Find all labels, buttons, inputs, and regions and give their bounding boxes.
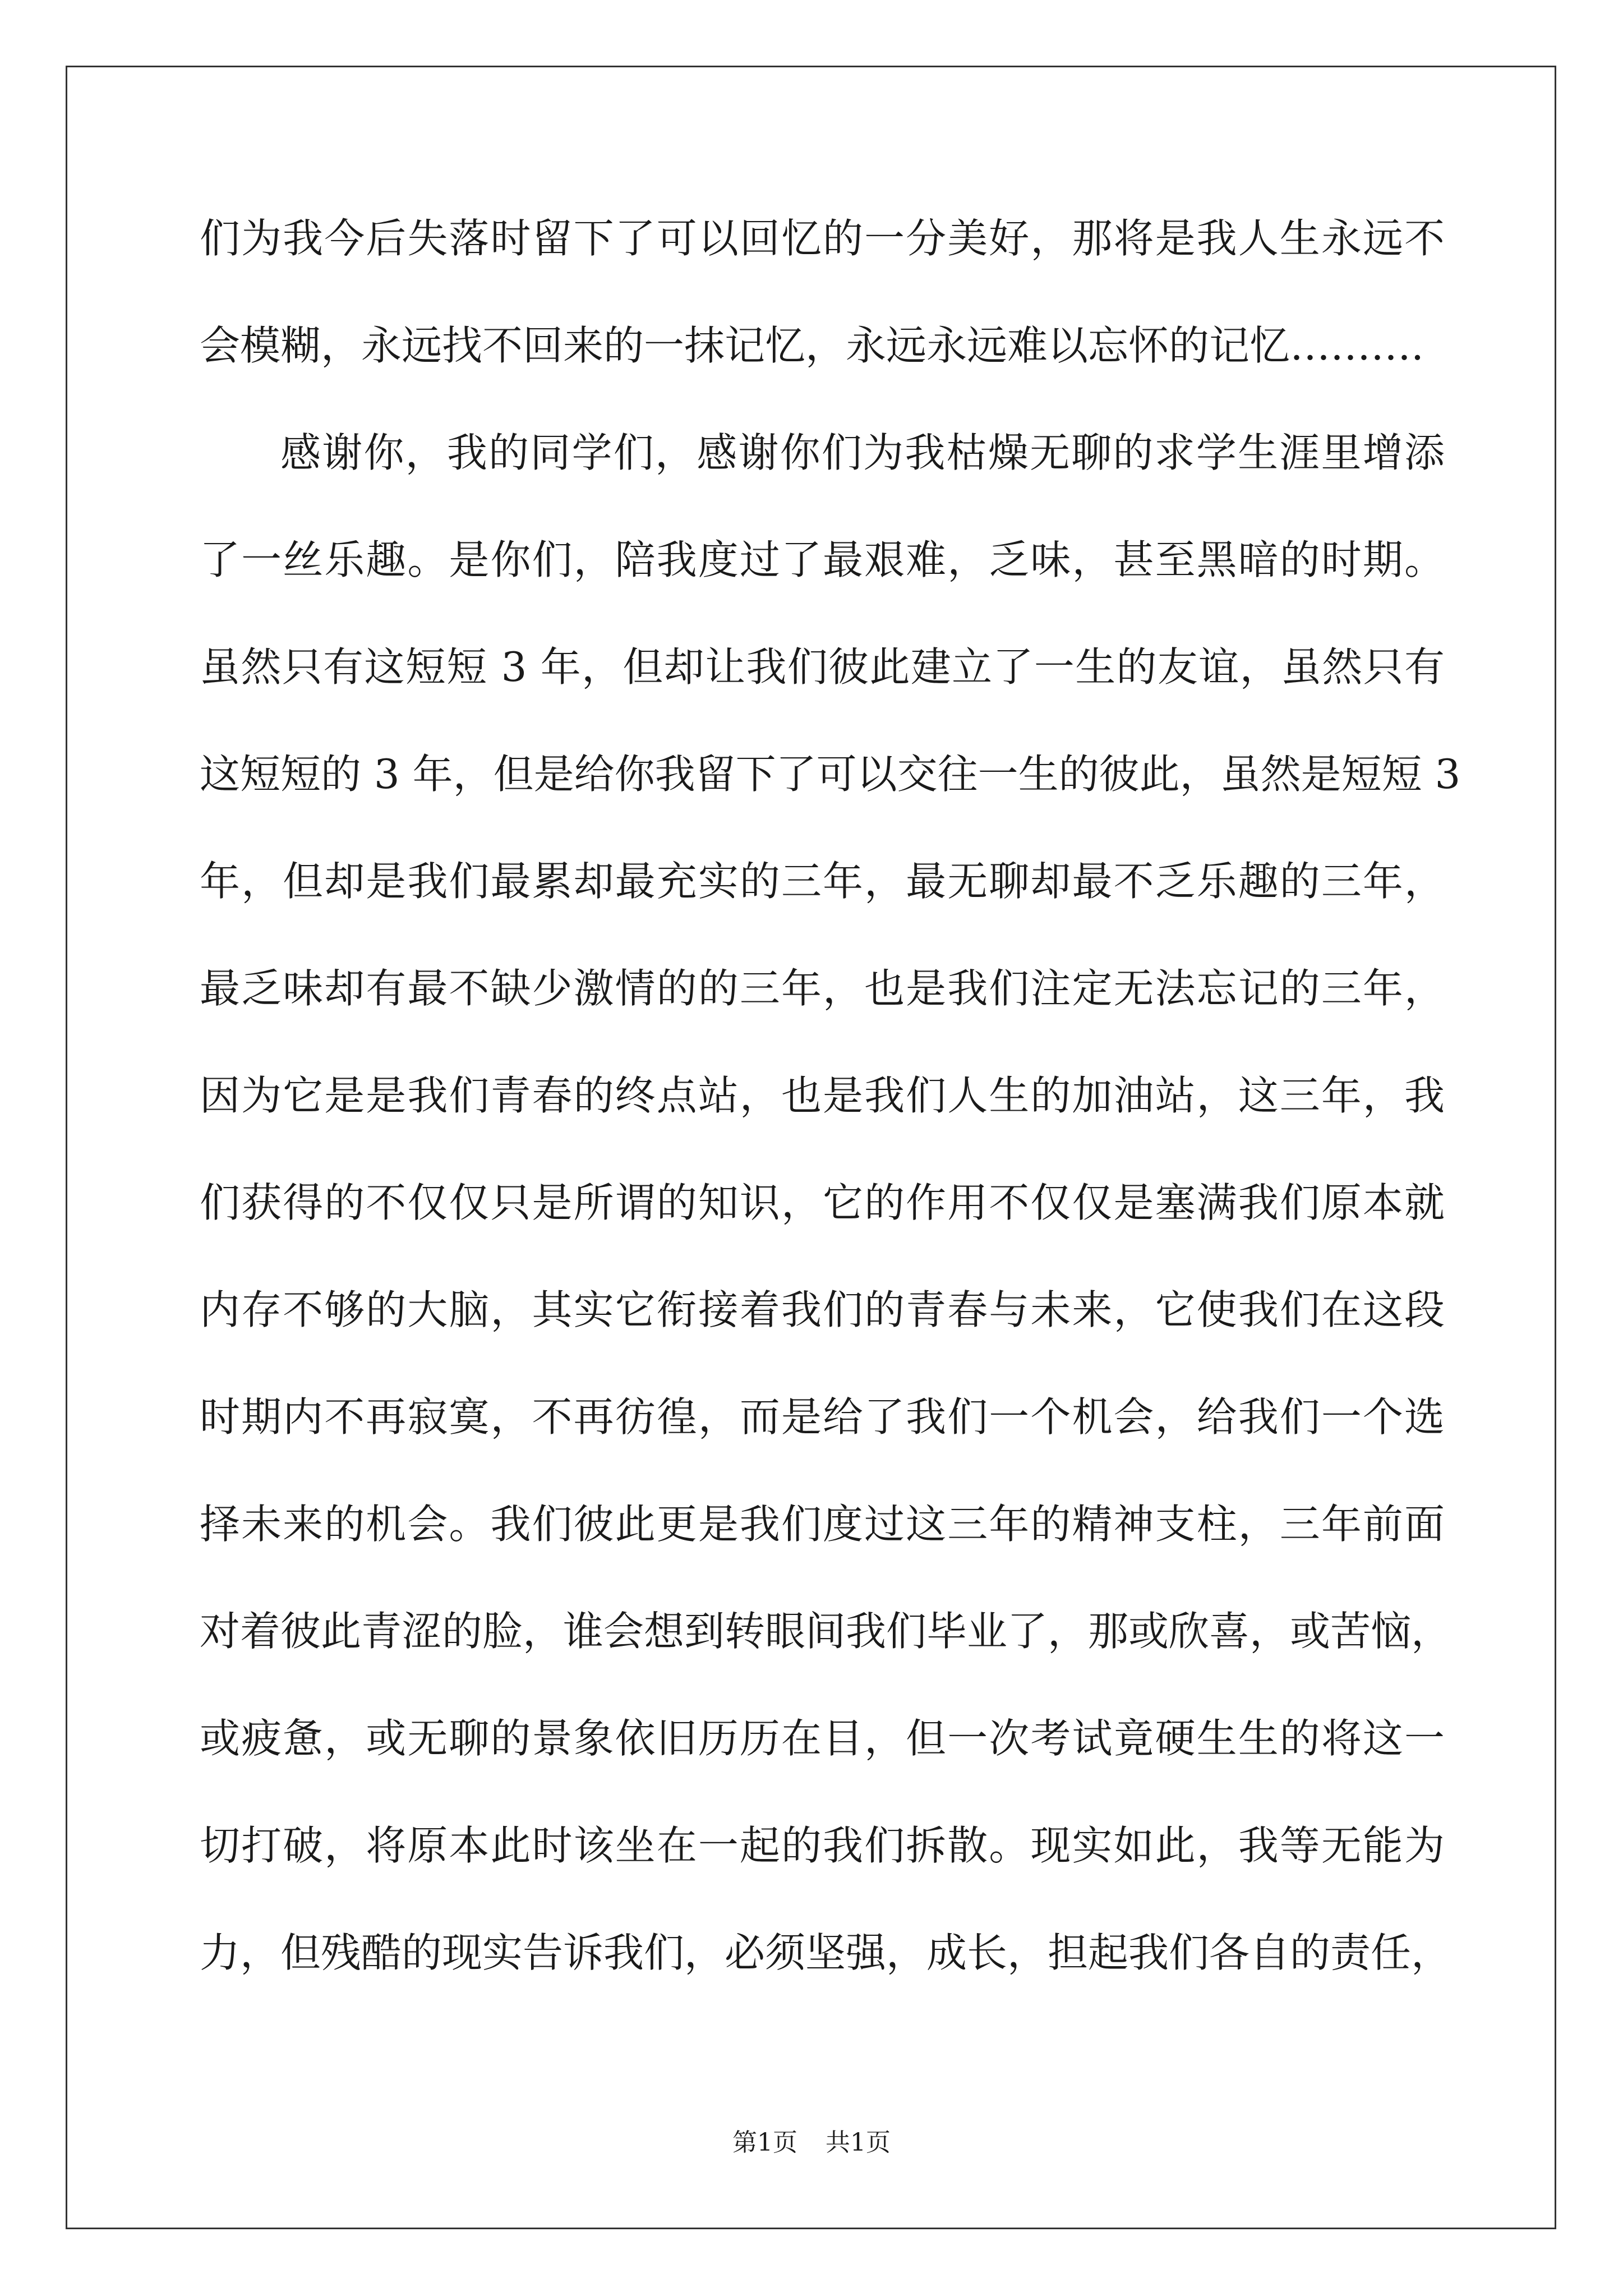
text-line: 最乏味却有最不缺少激情的的三年，也是我们注定无法忘记的三年，: [200, 965, 1445, 1012]
text-line: 择未来的机会。我们彼此更是我们度过这三年的精神支柱，三年前面: [200, 1501, 1445, 1548]
text-line: 虽然只有这短短 3 年，但却让我们彼此建立了一生的友谊，虽然只有: [200, 643, 1445, 691]
text-line: 切打破，将原本此时该坐在一起的我们拆散。现实如此，我等无能为: [200, 1822, 1445, 1869]
document-body: [200, 185, 1461, 2007]
text-line: 对着彼此青涩的脸，谁会想到转眼间我们毕业了，那或欣喜，或苦恼，: [200, 1608, 1452, 1655]
text-line: 或疲惫，或无聊的景象依旧历历在目，但一次考试竟硬生生的将这一: [200, 1715, 1445, 1762]
page-footer: [0, 2126, 1623, 2160]
text-line: 感谢你，我的同学们，感谢你们为我枯燥无聊的求学生涯里增添: [280, 429, 1445, 476]
text-line: 力，但残酷的现实告诉我们，必须坚强，成长，担起我们各自的责任，: [200, 1929, 1452, 1976]
text-line: 因为它是是我们青春的终点站，也是我们人生的加油站，这三年，我: [200, 1072, 1445, 1119]
text-line: 内存不够的大脑，其实它衔接着我们的青春与未来，它使我们在这段: [200, 1286, 1445, 1333]
text-line: 们获得的不仅仅只是所谓的知识，它的作用不仅仅是塞满我们原本就: [200, 1179, 1445, 1226]
page-number-total: 共1页: [826, 2128, 891, 2157]
text-line: 时期内不再寂寞，不再彷徨，而是给了我们一个机会，给我们一个选: [200, 1393, 1445, 1441]
text-line: 了一丝乐趣。是你们，陪我度过了最艰难，乏味，甚至黑暗的时期。: [200, 536, 1445, 583]
page-number-current: 第1页: [732, 2128, 797, 2157]
text-line: 年，但却是我们最累却最充实的三年，最无聊却最不乏乐趣的三年，: [200, 858, 1445, 905]
text-line: 们为我今后失落时留下了可以回忆的一分美好，那将是我人生永远不: [200, 215, 1445, 262]
text-line: 会模糊，永远找不回来的一抹记忆，永远永远难以忘怀的记忆……….: [200, 322, 1424, 369]
text-line: 这短短的 3 年，但是给你我留下了可以交往一生的彼此，虽然是短短 3: [200, 751, 1461, 798]
